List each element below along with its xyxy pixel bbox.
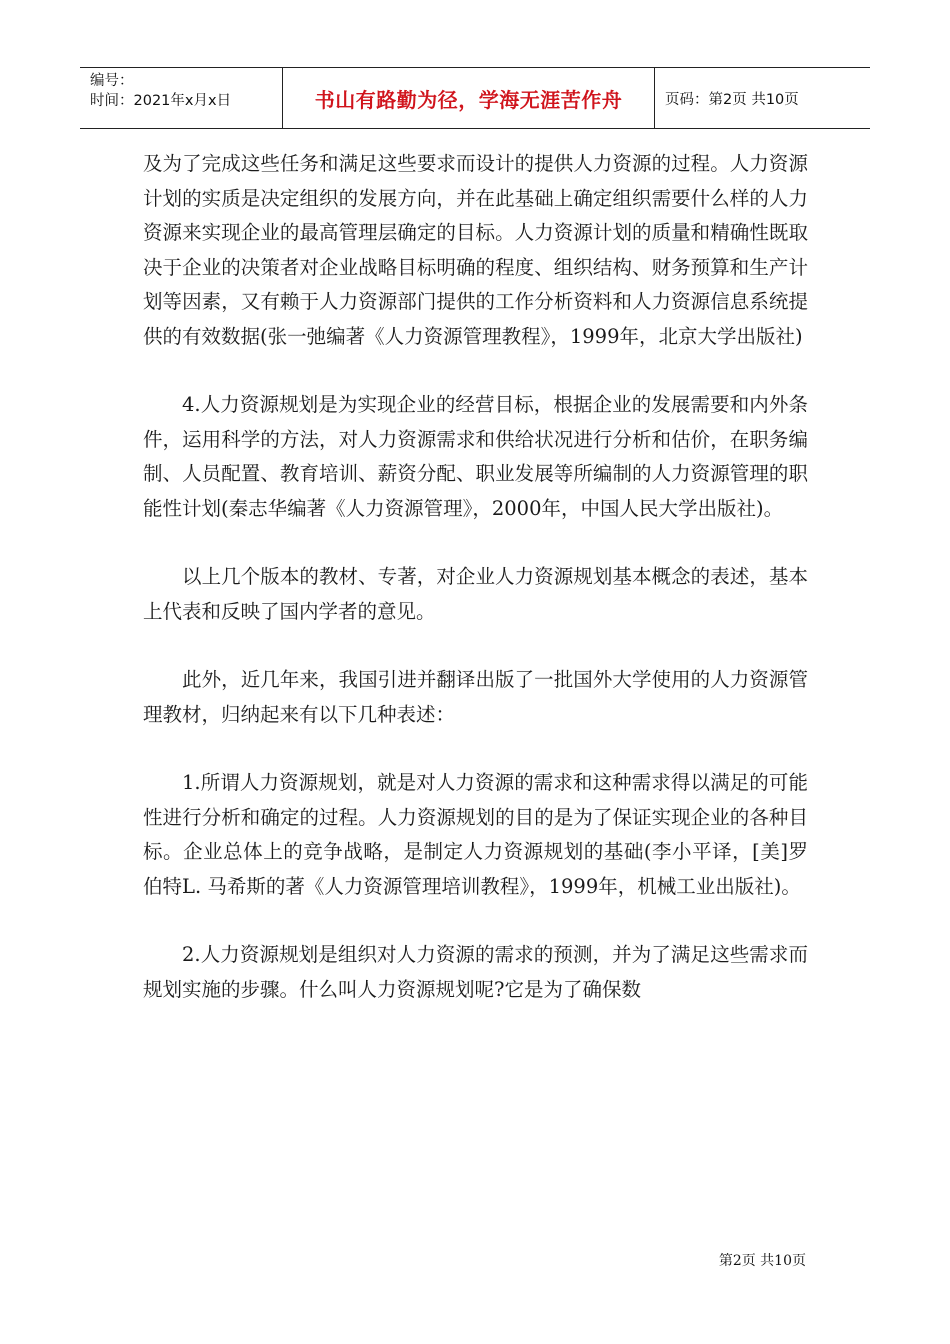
document-body xyxy=(143,147,808,1007)
paragraph-foreign-definition-1: 1.所谓人力资源规划，就是对人力资源的需求和这种需求得以满足的可能性进行分析和确定的过程。人力资源规划的目的是为了保证实现企业的各种目标。企业总体上的竞争战略，是制定人力资源规划的基础(李小平译，[美]罗伯特L. 马希斯的著《人力资源管理培训教程》，1999年，机械工业出版社)。 xyxy=(143,771,808,898)
page-footer-number: 第2页 共10页 xyxy=(718,1253,806,1269)
header-page-code: 页码：第2页 共10页 xyxy=(665,91,799,108)
paragraph-foreign-definition-2: 2.人力资源规划是组织对人力资源的需求的预测，并为了满足这些需求而规划实施的步骤。什么叫人力资源规划呢?它是为了确保数 xyxy=(143,943,808,1001)
page-header xyxy=(80,67,870,129)
paragraph-summary: 以上几个版本的教材、专著，对企业人力资源规划基本概念的表述，基本上代表和反映了国内学者的意见。 xyxy=(143,565,808,623)
header-motto: 书山有路勤为径，学海无涯苦作舟 xyxy=(283,68,655,128)
paragraph-foreign-intro: 此外，近几年来，我国引进并翻译出版了一批国外大学使用的人力资源管理教材，归纳起来有以下几种表述： xyxy=(143,668,808,726)
document-number-label: 编号： xyxy=(90,73,134,89)
paragraph-definition-4: 4.人力资源规划是为实现企业的经营目标，根据企业的发展需要和内外条件，运用科学的方法，对人力资源需求和供给状况进行分析和估价，在职务编制、人员配置、教育培训、薪资分配、职业发展等所编制的人力资源管理的职能性计划(秦志华编著《人力资源管理》，2000年，中国人民大学出版社)。 xyxy=(143,393,808,520)
document-date: 时间：2021年x月x日 xyxy=(90,93,232,109)
header-meta xyxy=(80,68,283,128)
paragraph-continued: 及为了完成这些任务和满足这些要求而设计的提供人力资源的过程。人力资源计划的实质是决定组织的发展方向，并在此基础上确定组织需要什么样的人力资源来实现企业的最高管理层确定的目标。人力资源计划的质量和精确性既取决于企业的决策者对企业战略目标明确的程度、组织结构、财务预算和生产计划等因素，又有赖于人力资源部门提供的工作分析资料和人力资源信息系统提供的有效数据(张一弛编著《人力资源管理教程》，1999年，北京大学出版社) xyxy=(143,152,808,348)
